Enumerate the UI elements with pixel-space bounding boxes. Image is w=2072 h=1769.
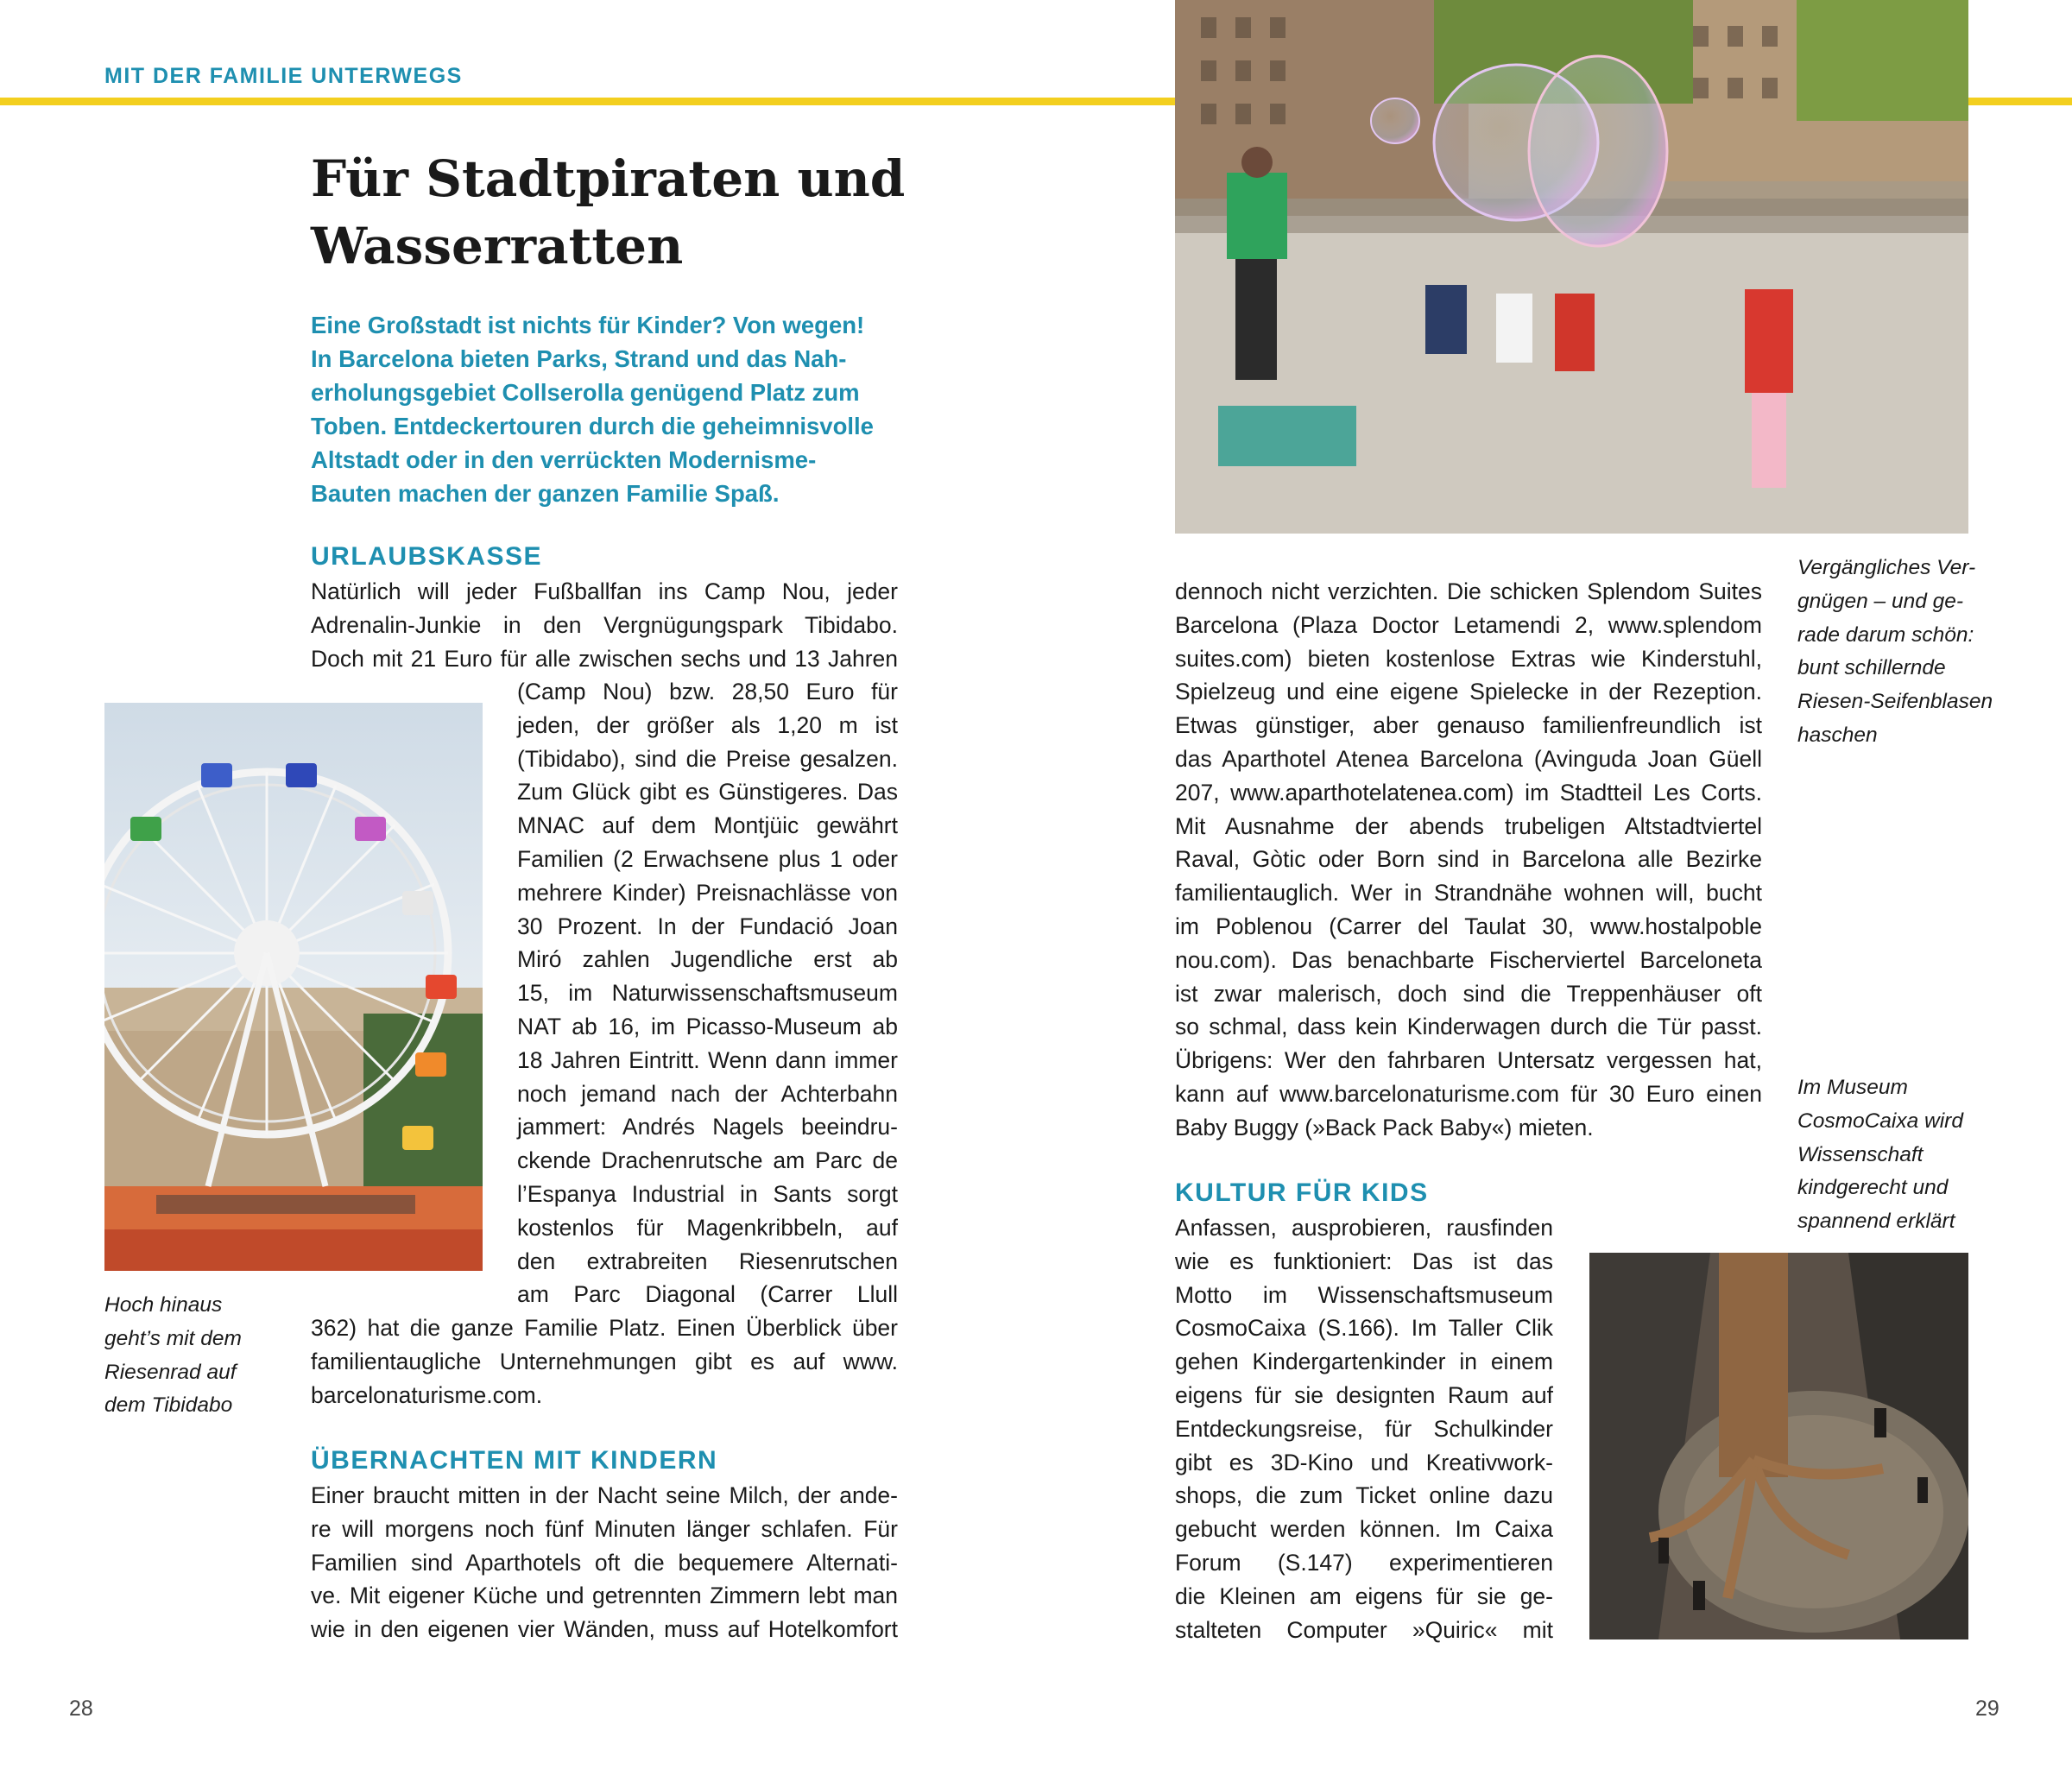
text-line: (Tibidabo), sind die Preise gesalzen. [517, 745, 898, 772]
bubbles-photo [1175, 0, 1968, 534]
text-line: gebucht werden können. Im Caixa [1175, 1516, 1553, 1543]
text-line: 18 Jahren Eintritt. Wenn dann immer [517, 1046, 898, 1073]
section-label: MIT DER FAMILIE UNTERWEGS [104, 64, 463, 88]
header-rule-left [0, 98, 1176, 105]
text-line: Baby Buggy (»Back Pack Baby«) mieten. [1175, 1114, 1594, 1140]
text-line: das Aparthotel Atenea Barcelona (Avinguda Joan Güell [1175, 745, 1762, 772]
header-rule-right [1968, 98, 2072, 105]
text-line: barcelonaturisme.com. [311, 1381, 543, 1408]
text-line: Doch mit 21 Euro für alle zwischen sechs und 13 Jahren [311, 645, 898, 672]
text-line: mehrere Kinder) Preisnachlässe von [517, 879, 898, 906]
text-line: stalteten Computer »Quiric« mit [1175, 1616, 1553, 1643]
ferris-wheel-photo [104, 703, 483, 1271]
urlaubskasse-text-wrap [517, 675, 898, 1311]
text-line: am Parc Diagonal (Carrer Llull [517, 1281, 898, 1308]
text-line: Familien sind Aparthotels oft die bequemere Alternati- [311, 1549, 898, 1576]
text-line: so schmal, dass kein Kinderwagen durch die Tür passt. [1175, 1014, 1762, 1040]
text-line: 207, www.aparthotelatenea.com) im Stadtteil Les Corts. [1175, 779, 1762, 806]
text-line: gehen Kindergartenkinder in einem [1175, 1349, 1553, 1375]
text-line: jeden, der größer als 1,20 m ist [517, 711, 898, 738]
right-column-text [1175, 575, 1762, 1145]
text-line: noch jemand nach der Achterbahn [517, 1080, 898, 1107]
text-line: familientauglich. Wer in Strandnähe wohnen will, bucht [1175, 880, 1762, 907]
article-title [311, 145, 915, 280]
text-line: nou.com). Das benachbarte Fischerviertel Barceloneta [1175, 946, 1762, 973]
text-line: re will morgens noch fünf Minuten länger schlafen. Für [311, 1515, 898, 1542]
text-line: Barcelona (Plaza Doctor Letamendi 2, www.splendom [1175, 611, 1762, 638]
uebernachten-text [311, 1479, 898, 1646]
text-line: NAT ab 16, im Picasso-Museum ab [517, 1013, 898, 1039]
text-line: jammert: Andrés Nagels beeindru- [517, 1114, 898, 1140]
text-line: Etwas günstiger, aber genauso familienfreundlich ist [1175, 712, 1762, 739]
urlaubskasse-text-top [311, 575, 898, 675]
caption-ferris-wheel: Hoch hinaus geht’s mit dem Riesenrad auf dem Tibidabo [104, 1293, 242, 1418]
text-line: kann auf www.barcelonaturisme.com für 30 Euro einen [1175, 1080, 1762, 1107]
text-line: ist zwar malerisch, doch sind die Treppenhäuser oft [1175, 980, 1762, 1007]
text-line: Motto im Wissenschaftsmuseum [1175, 1281, 1553, 1308]
text-line: Anfassen, ausprobieren, rausfinden [1175, 1215, 1553, 1241]
heading-uebernachten: ÜBERNACHTEN MIT KINDERN [311, 1446, 718, 1475]
title-line-1: Für Stadtpiraten und [311, 149, 906, 208]
heading-kultur: KULTUR FÜR KIDS [1175, 1178, 1429, 1207]
kultur-text [1175, 1211, 1553, 1646]
text-line: den extrabreiten Riesenrutschen [517, 1248, 898, 1274]
text-line: 30 Prozent. In der Fundació Joan [517, 913, 898, 939]
title-line-2: Wasserratten [311, 217, 684, 275]
text-line: wie in den eigenen vier Wänden, muss auf Hotelkomfort [311, 1616, 898, 1643]
page-number-left: 28 [69, 1696, 93, 1721]
text-line: Spielzeug und eine eigene Spielecke in der Rezeption. [1175, 679, 1762, 705]
text-line: Übrigens: Wer den fahrbaren Untersatz vergessen hat, [1175, 1047, 1762, 1074]
text-line: CosmoCaixa (S.166). Im Taller Clik [1175, 1315, 1553, 1342]
text-line: Familien (2 Erwachsene plus 1 oder [517, 845, 898, 872]
text-line: kostenlos für Magenkribbeln, auf [517, 1214, 898, 1241]
page-number-right: 29 [1975, 1696, 1999, 1721]
text-line: die Kleinen am eigens für sie ge- [1175, 1583, 1553, 1609]
text-line: Miró zahlen Jugendliche erst ab [517, 946, 898, 973]
text-line: l’Espanya Industrial in Sants sorgt [517, 1180, 898, 1207]
text-line: ve. Mit eigener Küche und getrennten Zimmern lebt man [311, 1583, 898, 1609]
text-line: wie es funktioniert: Das ist das [1175, 1248, 1553, 1274]
text-line: shops, die zum Ticket online dazu [1175, 1482, 1553, 1509]
heading-urlaubskasse: URLAUBSKASSE [311, 542, 543, 571]
text-line: Natürlich will jeder Fußballfan ins Camp Nou, jeder [311, 578, 898, 604]
text-line: Einer braucht mitten in der Nacht seine Milch, der ande- [311, 1482, 898, 1508]
text-line: Entdeckungsreise, für Schulkinder [1175, 1415, 1553, 1442]
text-line: 15, im Naturwissenschaftsmuseum [517, 980, 898, 1007]
urlaubskasse-text-bottom [311, 1311, 898, 1412]
text-line: suites.com) bieten kostenlose Extras wie Kinderstuhl, [1175, 645, 1762, 672]
text-line: im Poblenou (Carrer del Taulat 30, www.hostalpoble [1175, 913, 1762, 939]
text-line: Forum (S.147) experimentieren [1175, 1549, 1553, 1576]
text-line: Mit Ausnahme der abends trubeligen Altstadtviertel [1175, 812, 1762, 839]
caption-museum: Im Museum CosmoCaixa wird Wissenschaft kindgerecht und spannend erklärt [1797, 1076, 1963, 1234]
text-line: dennoch nicht verzichten. Die schicken Splendom Suites [1175, 578, 1762, 604]
text-line: 362) hat die ganze Familie Platz. Einen Überblick über [311, 1315, 898, 1341]
text-line: eigens für sie designten Raum auf [1175, 1381, 1553, 1408]
text-line: familientaugliche Unternehmungen gibt es auf www. [311, 1348, 898, 1374]
text-line: Raval, Gòtic oder Born sind in Barcelona alle Bezirke [1175, 846, 1762, 873]
text-line: (Camp Nou) bzw. 28,50 Euro für [517, 679, 898, 704]
text-line: Adrenalin-Junkie in den Vergnügungspark Tibidabo. [311, 611, 898, 638]
text-line: ckende Drachenrutsche am Parc de [517, 1147, 898, 1174]
museum-photo [1589, 1253, 1968, 1639]
text-line: gibt es 3D-Kino und Kreativwork- [1175, 1449, 1553, 1475]
article-lead: Eine Großstadt ist nichts für Kinder? Von wegen! In Barcelona bieten Parks, Strand und das Nah- erholungsgebiet Collserolla genügend Platz zum Toben. Entdeckertouren durch die geheimnisvolle Altstadt oder in den verrückten Modernisme- Bauten machen der ganzen Familie Spaß. [311, 312, 874, 507]
text-line: MNAC auf dem Montjüic gewährt [517, 812, 898, 839]
text-line: Zum Glück gibt es Günstigeres. Das [517, 779, 898, 806]
caption-bubbles: Vergängliches Ver- gnügen – und ge- rade darum schön: bunt schillernde Riesen-Seifenblasen haschen [1797, 556, 1993, 747]
